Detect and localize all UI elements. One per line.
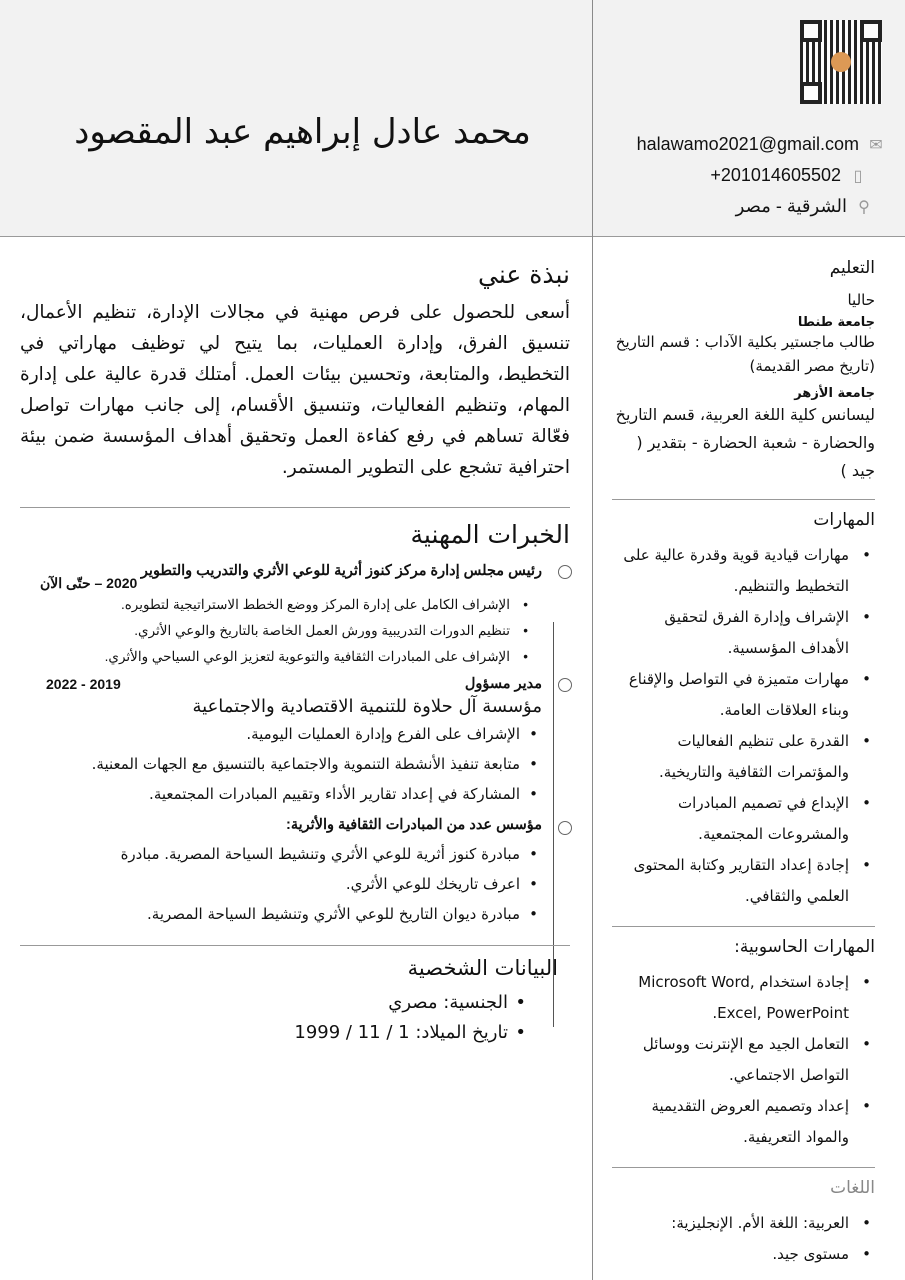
list-item: • متابعة تنفيذ الأنشطة التنموية والاجتماعية بالتنسيق مع الجهات المعنية. [20,749,542,779]
job-entry [20,676,570,809]
email-text: halawamo2021@gmail.com [636,134,859,154]
list-item: • العربية: اللغة الأم. الإنجليزية: [612,1208,875,1239]
job-organization: مؤسسة آل حلاوة للتنمية الاقتصادية والاجتماعية [192,696,542,717]
list-item: • إجادة إعداد التقارير وكتابة المحتوى العلمي والثقافي. [612,850,875,912]
about-text: أسعى للحصول على فرص مهنية في مجالات الإدارة، تنظيم الأعمال، تنسيق الفرق، وإدارة العمليات، بما يتيح لي توظيف مهاراتي في التخطيط، والمتابعة، وتحسين بيئات العمل. أمتلك قدرة عالية على إدارة المهام، وتنظيم الفعاليات، وتنسيق الأقسام، إلى جانب مهارات تواصل فعّالة تساهم في رفع كفاءة العمل وتحقيق أهداف المؤسسة ضمن بيئة احترافية تشجع على التطوير المستمر. [20,302,570,478]
degree-text: ليسانس كلية اللغة العربية، قسم التاريخ والحضارة - شعبة الحضارة - بتقدير ( جيد ) [615,405,875,480]
main-column [20,250,570,1048]
list-item: • تنظيم الدورات التدريبية وورش العمل الخاصة بالتاريخ والوعي الأثري. [20,618,532,644]
job-dates: 2019 - 2022 [46,676,121,692]
job-title: مدير مسؤول [464,676,542,692]
job-title: رئيس مجلس إدارة مركز كنوز أثرية للوعي الأثري والتدريب والتطوير [140,563,542,579]
divider [612,926,875,927]
divider [612,499,875,500]
list-item: • مهارات متميزة في التواصل والإقناع وبناء العلاقات العامة. [612,664,875,726]
divider [612,1167,875,1168]
job-entry [20,563,570,670]
phone-icon: ▯ [853,167,863,185]
list-item: • مستوى جيد. [612,1239,875,1270]
phone-text: +201014605502 [710,165,841,185]
list-item: • تاريخ الميلاد: 1 / 11 / 1999 [20,1018,530,1048]
university-name: جامعة طنطا [797,315,875,330]
contact-phone [710,165,867,186]
envelope-icon: ✉ [869,136,883,154]
list-item: • مهارات قيادية قوية وقدرة عالية على التخطيط والتنظيم. [612,540,875,602]
list-item: • إعداد وتصميم العروض التقديمية والمواد التعريفية. [612,1091,875,1153]
about-title: نبذة عني [478,260,570,289]
column-divider [592,0,593,1280]
contact-email[interactable] [637,134,885,155]
list-item: • الإشراف على المبادرات الثقافية والتوعوية لتعزيز الوعي السياحي والأثري. [20,644,532,670]
qr-code [800,20,882,104]
location-text: الشرقية - مصر [735,196,847,216]
list-item: • التعامل الجيد مع الإنترنت ووسائل التواصل الاجتماعي. [612,1029,875,1091]
list-item: • الجنسية: مصري [20,988,530,1018]
location-pin-icon: ⚲ [858,198,870,216]
contact-location [736,196,873,217]
list-item: • المشاركة في إعداد تقارير الأداء وتقييم المبادرات المجتمعية. [20,779,542,809]
list-item: • مبادرة كنوز أثرية للوعي الأثري وتنشيط السياحة المصرية. مبادرة [20,839,542,869]
timeline-node [558,678,572,692]
job-entry [20,817,570,929]
timeline-node [558,565,572,579]
university-name: جامعة الأزهر [794,386,875,401]
languages-title: اللغات [830,1178,875,1198]
divider [20,945,570,946]
full-name: محمد عادل إبراهيم عبد المقصود [74,112,531,152]
job-dates: 2020 – حتّى الآن [40,575,138,591]
list-item: • الإشراف على الفرع وإدارة العمليات اليومية. [20,719,542,749]
list-item: • اعرف تاريخك للوعي الأثري. [20,869,542,899]
list-item: • مبادرة ديوان التاريخ للوعي الأثري وتنشيط السياحة المصرية. [20,899,542,929]
education-title: التعليم [829,258,875,278]
skills-title: المهارات [813,510,875,530]
list-item: • الإشراف وإدارة الفرق لتحقيق الأهداف المؤسسية. [612,602,875,664]
job-title: مؤسس عدد من المبادرات الثقافية والأثرية: [286,817,542,833]
list-item: • الإشراف الكامل على إدارة المركز ووضع الخطط الاستراتيجية لتطويره. [20,592,532,618]
timeline-node [558,821,572,835]
personal-title: البيانات الشخصية [407,956,558,980]
computer-skills-title: المهارات الحاسوبية: [734,937,875,957]
list-item: • القدرة على تنظيم الفعاليات والمؤتمرات الثقافية والتاريخية. [612,726,875,788]
degree-text: طالب ماجستير بكلية الآداب : قسم التاريخ (تاريخ مصر القديمة) [615,333,875,375]
list-item: • إجادة استخدام Microsoft Word, Excel, PowerPoint. [612,967,875,1029]
education-current: حاليا [847,291,875,309]
sidebar [612,250,875,1270]
experience-title: الخبرات المهنية [410,520,570,549]
list-item: • الإبداع في تصميم المبادرات والمشروعات المجتمعية. [612,788,875,850]
divider [20,507,570,508]
